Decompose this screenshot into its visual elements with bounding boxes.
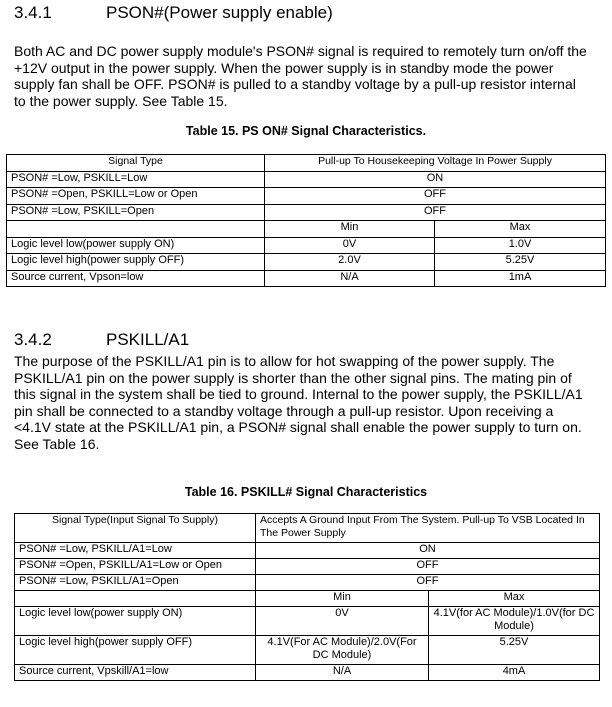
table-row — [7, 204, 606, 221]
table-row — [15, 575, 600, 591]
signal-cell: PSON# =Low, PSKILL/A1=Open — [15, 575, 256, 591]
min-header: Min — [265, 221, 435, 238]
table-row — [7, 171, 606, 188]
paragraph-line: to the power supply. See Table 15. — [14, 92, 228, 109]
signal-cell: Logic level low(power supply ON) — [7, 237, 265, 254]
min-cell: 2.0V — [265, 254, 435, 271]
value-cell: OFF — [265, 204, 606, 221]
table-row — [7, 237, 606, 254]
value-cell: OFF — [256, 559, 600, 575]
value-cell: OFF — [265, 188, 606, 205]
max-cell: 1.0V — [435, 237, 606, 254]
minmax-header-row — [15, 591, 600, 607]
max-cell: 5.25V — [429, 636, 600, 665]
table-row — [7, 254, 606, 271]
signal-cell: PSON# =Open, PSKILL/A1=Low or Open — [15, 559, 256, 575]
signal-cell: Logic level high(power supply OFF) — [7, 254, 265, 271]
minmax-header-row — [7, 221, 606, 238]
value-cell: OFF — [256, 575, 600, 591]
paragraph-line: Both AC and DC power supply module's PSON# signal is required to remotely turn on/off the — [14, 43, 587, 59]
table-row — [15, 607, 600, 636]
max-cell: 4mA — [429, 665, 600, 681]
min-cell: N/A — [256, 665, 429, 681]
section-number: 3.4.2 — [14, 330, 52, 349]
table-16 — [14, 513, 600, 681]
max-header: Max — [429, 591, 600, 607]
paragraph-line: pin shall be connected to a standby voltage through a pull-up resistor. Upon receiving a — [14, 402, 554, 419]
paragraph-line: this signal in the system shall be tied to ground. Internal to the power supply, the PSKILL/A1 — [14, 386, 583, 402]
header-pullup: Accepts A Ground Input From The System. Pull-up To VSB Located In The Power Supply — [256, 514, 600, 543]
section-title: PSKILL/A1 — [106, 330, 190, 349]
table-15-caption: Table 15. PS ON# Signal Characteristics. — [185, 124, 427, 138]
section-heading-3-4-1 — [14, 3, 414, 25]
table-header-row — [7, 155, 606, 172]
min-cell: 0V — [256, 607, 429, 636]
min-cell: 4.1V(For AC Module)/2.0V(For DC Module) — [256, 636, 429, 665]
signal-cell: PSON# =Low, PSKILL/A1=Low — [15, 543, 256, 559]
signal-cell: PSON# =Low, PSKILL=Low — [7, 171, 265, 188]
table-15 — [6, 154, 606, 287]
signal-cell: Logic level low(power supply ON) — [15, 607, 256, 636]
min-cell: N/A — [265, 270, 435, 287]
signal-cell: PSON# =Open, PSKILL=Low or Open — [7, 188, 265, 205]
paragraph-line: The purpose of the PSKILL/A1 pin is to allow for hot swapping of the power supply. The — [14, 353, 555, 369]
header-signal-type: Signal Type(Input Signal To Supply) — [15, 514, 256, 543]
signal-cell: Logic level high(power supply OFF) — [15, 636, 256, 665]
paragraph-line: See Table 16. — [14, 435, 100, 452]
section-title: PSON#(Power supply enable) — [106, 3, 333, 22]
max-cell: 5.25V — [435, 254, 606, 271]
section-number: 3.4.1 — [14, 3, 52, 22]
table-row — [15, 559, 600, 575]
max-cell: 4.1V(for AC Module)/1.0V(for DC Module) — [429, 607, 600, 636]
paragraph-line: +12V output in the power supply. When the power supply is in standby mode the power — [14, 59, 554, 76]
section-paragraph-3-4-1 — [14, 43, 604, 109]
signal-cell: Source current, Vpson=low — [7, 270, 265, 287]
header-signal-type: Signal Type — [7, 155, 265, 172]
empty-cell — [15, 591, 256, 607]
value-cell: ON — [265, 171, 606, 188]
table-row — [15, 636, 600, 665]
empty-cell — [7, 221, 265, 238]
table-row — [15, 543, 600, 559]
signal-cell: PSON# =Low, PSKILL=Open — [7, 204, 265, 221]
min-header: Min — [256, 591, 429, 607]
table-header-row — [15, 514, 600, 543]
section-paragraph-3-4-2 — [14, 353, 604, 452]
table-16-caption: Table 16. PSKILL# Signal Characteristics — [184, 485, 428, 499]
min-cell: 0V — [265, 237, 435, 254]
value-cell: ON — [256, 543, 600, 559]
signal-cell: Source current, Vpskill/A1=low — [15, 665, 256, 681]
paragraph-line: <4.1V state at the PSKILL/A1 pin, a PSON# signal shall enable the power supply to turn on. — [14, 419, 582, 435]
max-header: Max — [435, 221, 606, 238]
table-row — [7, 270, 606, 287]
section-heading-3-4-2 — [14, 330, 414, 352]
paragraph-line: PSKILL/A1 pin on the power supply is shorter than the other signal pins. The mating pin of — [14, 369, 572, 386]
max-cell: 1mA — [435, 270, 606, 287]
paragraph-line: supply fan shall be OFF. PSON# is pulled to a standby voltage by a pull-up resistor internal — [14, 76, 576, 92]
table-row — [15, 665, 600, 681]
header-pullup: Pull-up To Housekeeping Voltage In Power Supply — [265, 155, 606, 172]
table-row — [7, 188, 606, 205]
